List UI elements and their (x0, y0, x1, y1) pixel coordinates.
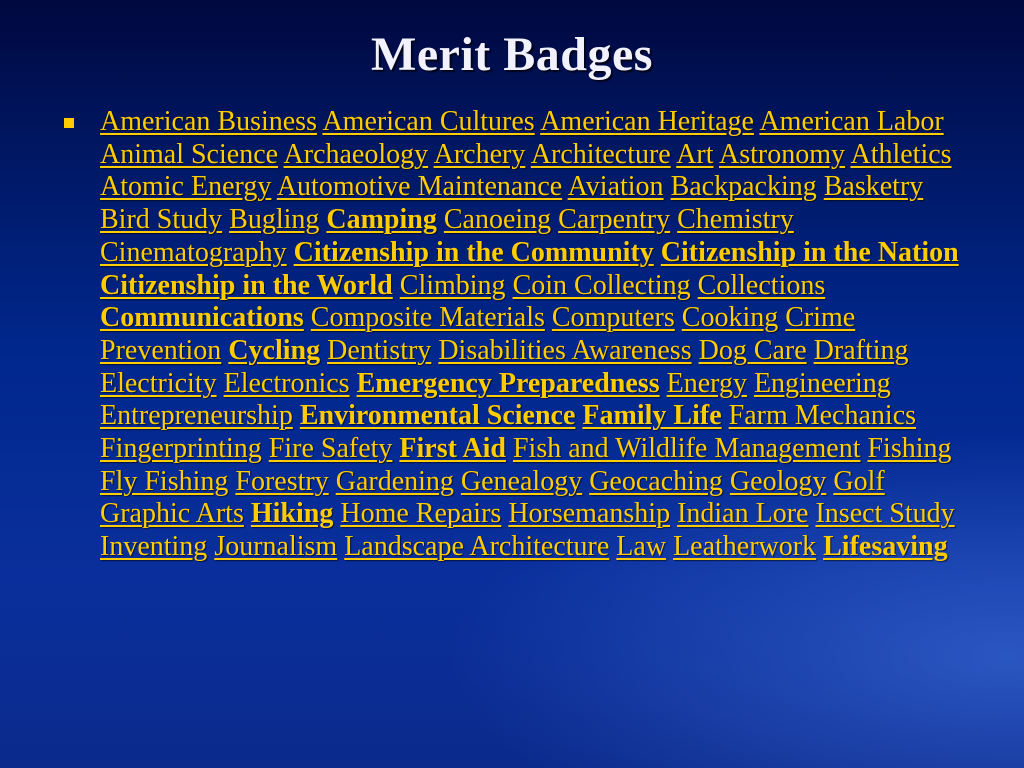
merit-badge-link[interactable]: Fire Safety (268, 433, 393, 465)
merit-badge-link[interactable]: Dog Care (698, 334, 807, 366)
merit-badge-link[interactable]: Fly Fishing (100, 465, 229, 497)
merit-badge-link[interactable]: Lifesaving (823, 531, 948, 563)
merit-badge-link[interactable]: Backpacking (670, 171, 817, 203)
merit-badge-link[interactable]: Bird Study (100, 204, 223, 236)
merit-badge-link[interactable]: Entrepreneurship (100, 400, 293, 432)
merit-badge-link[interactable]: Archery (433, 138, 526, 170)
merit-badge-link[interactable]: Citizenship in the World (100, 269, 393, 301)
merit-badge-link[interactable]: Horsemanship (508, 498, 671, 530)
merit-badge-link[interactable]: Journalism (214, 531, 338, 563)
merit-badge-link[interactable]: Forestry (235, 465, 329, 497)
merit-badge-link[interactable]: Dentistry (327, 334, 432, 366)
merit-badge-link[interactable]: Cinematography (100, 236, 287, 268)
merit-badge-link[interactable]: Electricity (100, 367, 217, 399)
merit-badge-link[interactable]: Collections (697, 269, 826, 301)
merit-badge-link[interactable]: Animal Science (100, 138, 279, 170)
merit-badge-link[interactable]: Atomic Energy (100, 171, 272, 203)
merit-badge-link[interactable]: Fingerprinting (100, 433, 262, 465)
merit-badge-link[interactable]: Insect Study (815, 498, 955, 530)
merit-badge-link[interactable]: Geology (729, 465, 827, 497)
merit-badge-link[interactable]: Environmental Science (299, 400, 576, 432)
merit-badge-link[interactable]: Architecture (530, 138, 671, 170)
merit-badge-link[interactable]: Disabilities Awareness (438, 334, 692, 366)
merit-badge-link[interactable]: Cycling (228, 334, 321, 366)
merit-badge-link[interactable]: Computers (551, 302, 675, 334)
merit-badge-link[interactable]: Graphic Arts (100, 498, 244, 530)
merit-badge-link[interactable]: Genealogy (460, 465, 583, 497)
merit-badge-link[interactable]: Law (616, 531, 667, 563)
merit-badge-link[interactable]: Automotive Maintenance (276, 171, 563, 203)
merit-badge-list (100, 106, 968, 564)
slide-title: Merit Badges (371, 28, 653, 81)
merit-badge-link[interactable]: Engineering (753, 367, 891, 399)
merit-badge-link[interactable]: Fishing (867, 433, 952, 465)
merit-badge-link[interactable]: Emergency Preparedness (356, 367, 660, 399)
merit-badge-link[interactable]: American Business (100, 106, 317, 137)
merit-badge-link[interactable]: Hiking (250, 498, 334, 530)
merit-badge-link[interactable]: Art (676, 138, 714, 170)
merit-badge-link[interactable]: Citizenship in the Community (293, 236, 654, 268)
square-bullet-icon (64, 118, 74, 128)
merit-badge-link[interactable]: Basketry (823, 171, 924, 203)
merit-badge-link[interactable]: Leatherwork (673, 531, 817, 563)
merit-badge-link[interactable]: Communications (100, 302, 304, 334)
merit-badge-link[interactable]: Citizenship in the Nation (660, 236, 959, 268)
merit-badge-link[interactable]: Family Life (582, 400, 722, 432)
merit-badge-link[interactable]: Farm Mechanics (728, 400, 917, 432)
merit-badge-link[interactable]: Climbing (399, 269, 506, 301)
merit-badge-link[interactable]: Coin Collecting (512, 269, 691, 301)
merit-badge-link[interactable]: Carpentry (558, 204, 671, 236)
merit-badge-link[interactable]: Athletics (850, 138, 952, 170)
merit-badge-link[interactable]: Energy (666, 367, 747, 399)
merit-badge-link[interactable]: Archaeology (283, 138, 429, 170)
merit-badge-link[interactable]: American Heritage (540, 106, 754, 137)
merit-badge-link[interactable]: First Aid (399, 433, 506, 465)
merit-badge-link[interactable]: Cooking (681, 302, 779, 334)
merit-badge-link[interactable]: Canoeing (443, 204, 552, 236)
merit-badge-link[interactable]: Electronics (223, 367, 350, 399)
merit-badge-link[interactable]: Crime Prevention (100, 302, 856, 366)
merit-badge-link[interactable]: Inventing (100, 531, 208, 563)
merit-badge-link[interactable]: Gardening (335, 465, 454, 497)
merit-badge-link[interactable]: Fish and Wildlife Management (512, 433, 861, 465)
merit-badge-link[interactable]: Bugling (229, 204, 320, 236)
merit-badge-link[interactable]: Aviation (567, 171, 664, 203)
merit-badge-link[interactable]: Chemistry (677, 204, 794, 236)
merit-badge-link[interactable]: American Labor (759, 106, 944, 137)
merit-badge-link[interactable]: Golf (833, 465, 885, 497)
merit-badge-link[interactable]: Camping (326, 204, 437, 236)
merit-badge-link[interactable]: Indian Lore (677, 498, 809, 530)
merit-badge-link[interactable]: Astronomy (719, 138, 845, 170)
merit-badge-link[interactable]: American Cultures (322, 106, 535, 137)
merit-badge-link[interactable]: Landscape Architecture (344, 531, 610, 563)
merit-badge-link[interactable]: Drafting (813, 334, 909, 366)
merit-badge-link[interactable]: Composite Materials (310, 302, 545, 334)
merit-badge-link[interactable]: Home Repairs (340, 498, 502, 530)
merit-badge-link[interactable]: Geocaching (589, 465, 723, 497)
